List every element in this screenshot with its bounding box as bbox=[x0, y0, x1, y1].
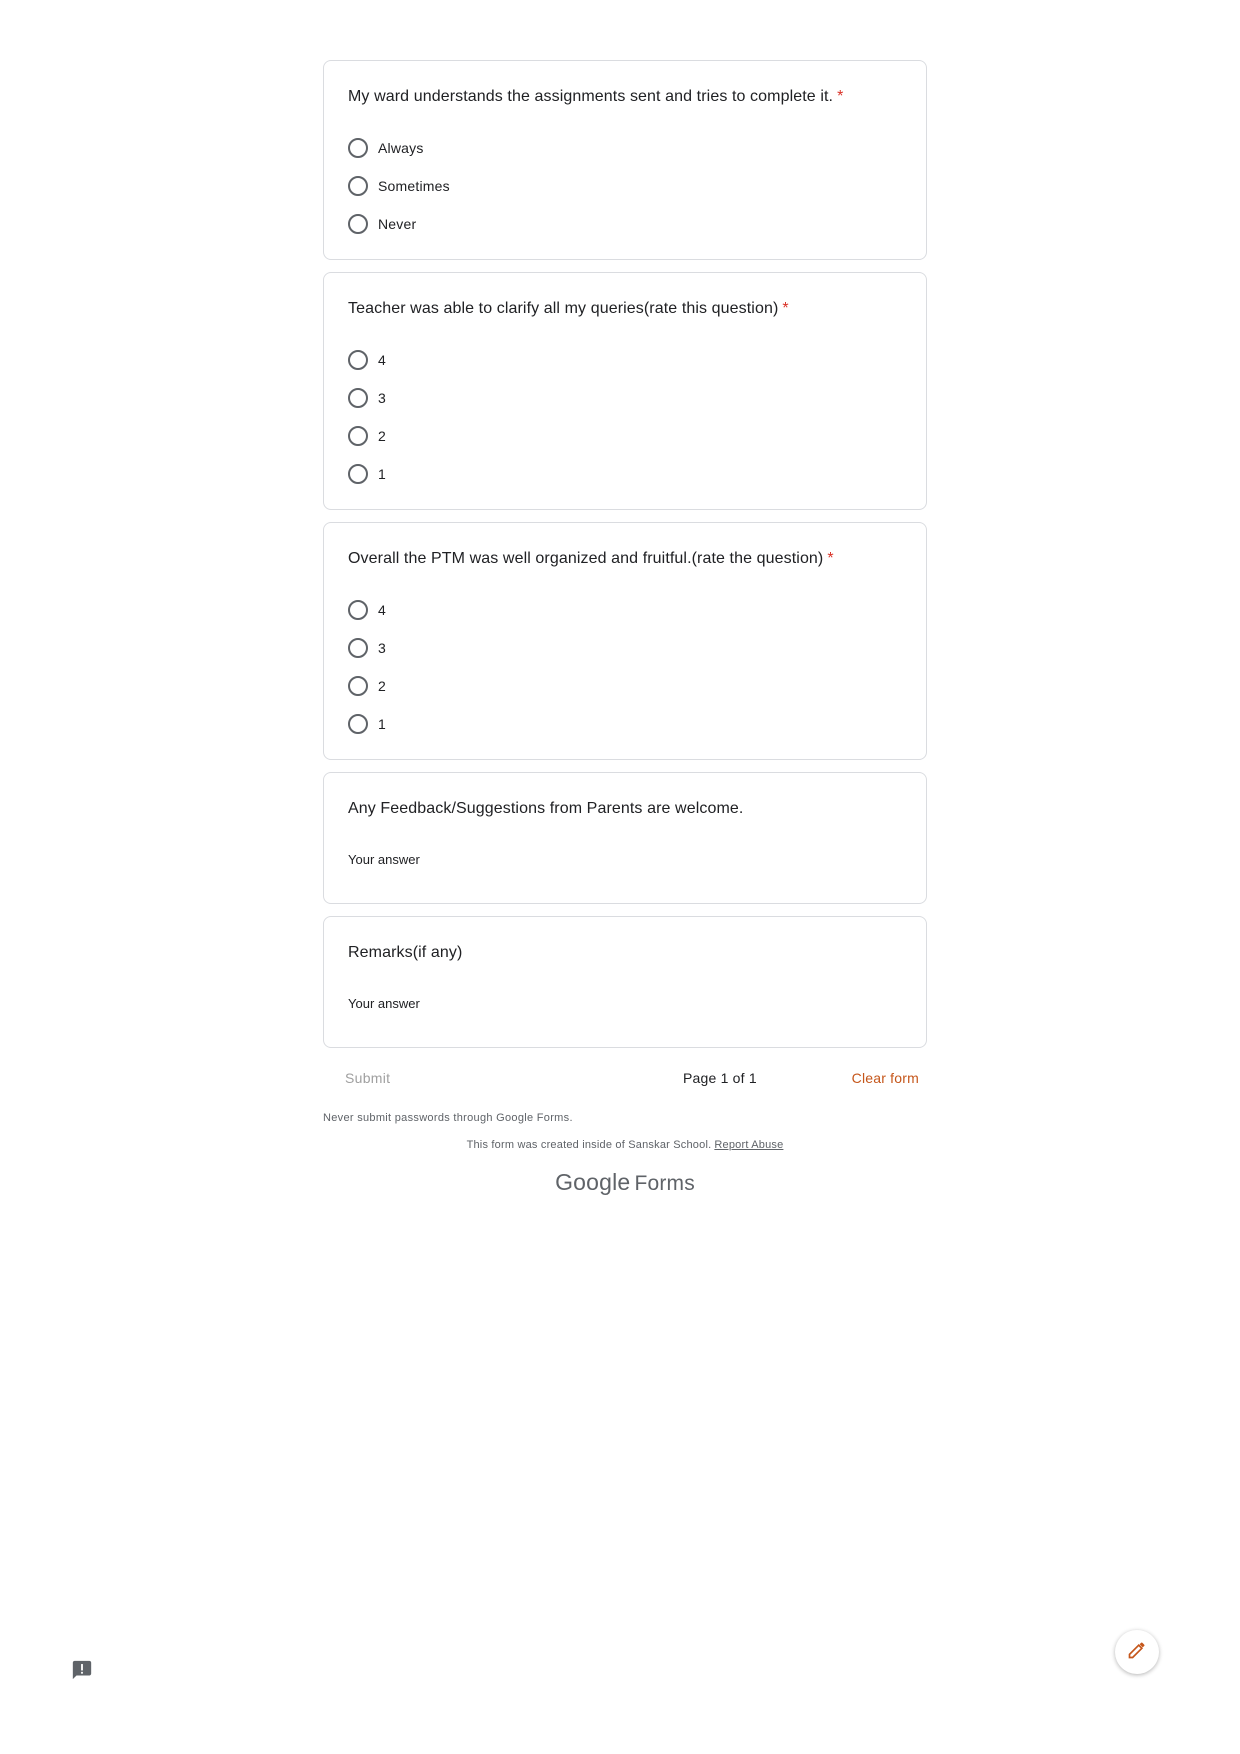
question-card-ward-understands bbox=[323, 60, 927, 260]
question-title: Teacher was able to clarify all my queries(rate this question) * bbox=[348, 300, 789, 317]
radio-button[interactable] bbox=[348, 350, 368, 370]
created-by-text: This form was created inside of Sanskar School. bbox=[466, 1139, 712, 1151]
radio-button[interactable] bbox=[348, 176, 368, 196]
radio-button[interactable] bbox=[348, 464, 368, 484]
option-label: 3 bbox=[378, 640, 386, 656]
required-asterisk: * bbox=[827, 550, 834, 567]
google-forms-logo[interactable] bbox=[323, 1169, 927, 1196]
question-title: Remarks(if any) bbox=[348, 944, 463, 961]
radio-button[interactable] bbox=[348, 214, 368, 234]
radio-group bbox=[348, 341, 902, 509]
radio-button[interactable] bbox=[348, 388, 368, 408]
option-label: 1 bbox=[378, 466, 386, 482]
radio-button[interactable] bbox=[348, 426, 368, 446]
option-label: Always bbox=[378, 140, 424, 156]
radio-option-always[interactable] bbox=[348, 129, 902, 167]
required-asterisk: * bbox=[782, 300, 789, 317]
option-label: Never bbox=[378, 216, 417, 232]
option-label: 3 bbox=[378, 390, 386, 406]
radio-option-never[interactable] bbox=[348, 205, 902, 243]
radio-button[interactable] bbox=[348, 714, 368, 734]
radio-option-1[interactable] bbox=[348, 455, 902, 493]
pencil-icon bbox=[1127, 1640, 1147, 1665]
option-label: 4 bbox=[378, 602, 386, 618]
radio-group bbox=[348, 129, 902, 259]
required-asterisk: * bbox=[837, 88, 844, 105]
option-label: 2 bbox=[378, 428, 386, 444]
radio-option-4[interactable] bbox=[348, 341, 902, 379]
feedback-icon[interactable] bbox=[71, 1659, 93, 1681]
radio-button[interactable] bbox=[348, 676, 368, 696]
radio-option-3[interactable] bbox=[348, 379, 902, 417]
question-title: My ward understands the assignments sent and tries to complete it. * bbox=[348, 88, 844, 105]
radio-button[interactable] bbox=[348, 138, 368, 158]
form-container bbox=[323, 60, 927, 1196]
radio-option-1[interactable] bbox=[348, 705, 902, 743]
edit-button[interactable] bbox=[1115, 1630, 1159, 1674]
option-label: Sometimes bbox=[378, 178, 450, 194]
radio-button[interactable] bbox=[348, 638, 368, 658]
radio-option-sometimes[interactable] bbox=[348, 167, 902, 205]
page-indicator: Page 1 of 1 bbox=[683, 1070, 757, 1086]
option-label: 1 bbox=[378, 716, 386, 732]
question-card-ptm-organized bbox=[323, 522, 927, 760]
option-label: 4 bbox=[378, 352, 386, 368]
radio-option-4[interactable] bbox=[348, 591, 902, 629]
brand-google-text: Google bbox=[555, 1169, 631, 1195]
feedback-answer-input[interactable] bbox=[348, 849, 648, 869]
clear-form-button[interactable]: Clear form bbox=[851, 1070, 919, 1086]
created-by-notice bbox=[323, 1139, 927, 1151]
question-card-remarks bbox=[323, 916, 927, 1048]
radio-group bbox=[348, 591, 902, 759]
question-card-teacher-clarify bbox=[323, 272, 927, 510]
question-title: Overall the PTM was well organized and fruitful.(rate the question) * bbox=[348, 550, 834, 567]
remarks-answer-input[interactable] bbox=[348, 993, 648, 1013]
question-title: Any Feedback/Suggestions from Parents are welcome. bbox=[348, 800, 744, 817]
radio-button[interactable] bbox=[348, 600, 368, 620]
password-warning: Never submit passwords through Google Forms. bbox=[323, 1112, 573, 1124]
brand-forms-text: Forms bbox=[634, 1172, 695, 1195]
radio-option-2[interactable] bbox=[348, 417, 902, 455]
radio-option-2[interactable] bbox=[348, 667, 902, 705]
question-card-feedback bbox=[323, 772, 927, 904]
option-label: 2 bbox=[378, 678, 386, 694]
report-abuse-link[interactable]: Report Abuse bbox=[714, 1139, 784, 1151]
submit-button[interactable]: Submit bbox=[345, 1070, 391, 1086]
form-footer bbox=[323, 1060, 927, 1102]
radio-option-3[interactable] bbox=[348, 629, 902, 667]
